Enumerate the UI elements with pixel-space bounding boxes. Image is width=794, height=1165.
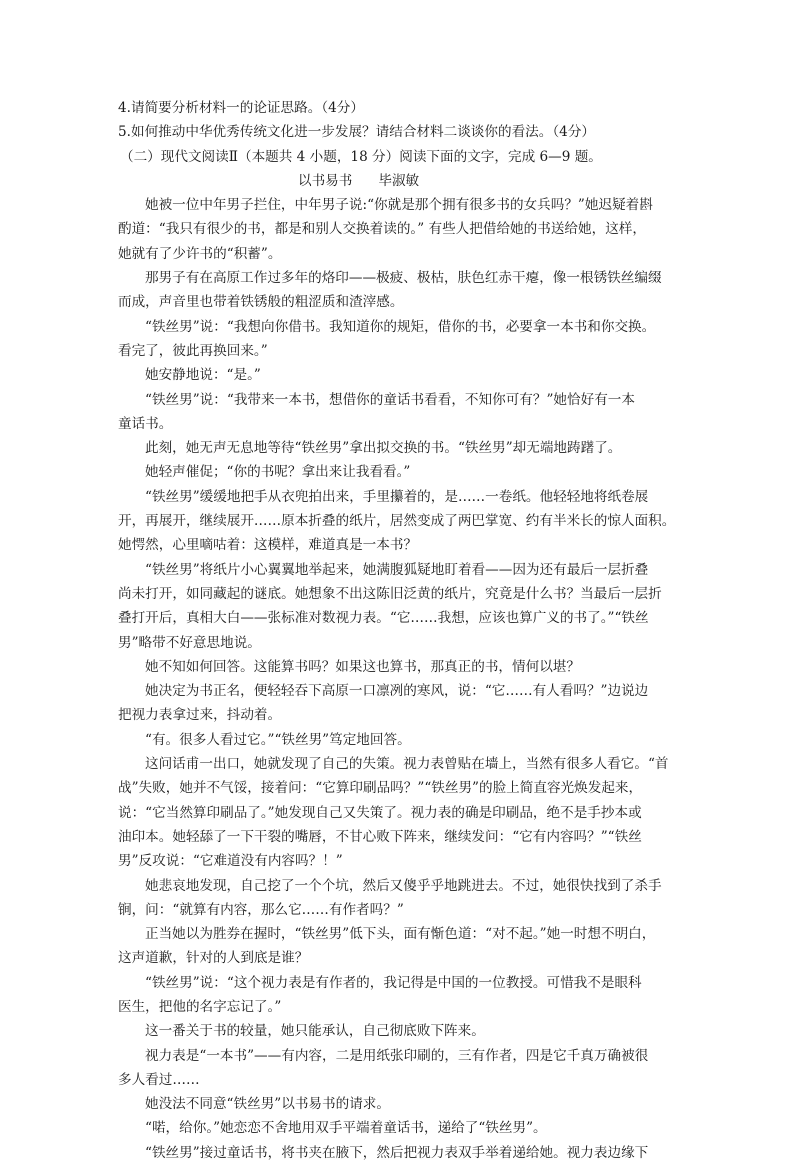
document-page — [118, 96, 688, 1165]
story-line: “铁丝男”接过童话书，将书夹在腋下，然后把视力表双手举着递给她。视力表边缘下 — [145, 1144, 649, 1161]
story-line: 说：“它当然算印刷品了。”她发现自己又失策了。视力表的确是印刷品，绝不是手抄本或 — [118, 804, 642, 821]
story-title: 以书易书 — [298, 172, 353, 189]
story-line: 视力表是“一本书”——有内容，二是用纸张印刷的，三有作者，四是它千真万确被很 — [145, 1047, 649, 1064]
story-line: 童话书。 — [118, 415, 173, 432]
story-line: 男”反攻说：“它难道没有内容吗？！” — [118, 853, 343, 870]
story-line: 而成，声音里也带着铁锈般的粗涩质和渣滓感。 — [118, 294, 404, 311]
story-line: 医生，把他的名字忘记了。” — [118, 998, 282, 1015]
story-line: 看完了，彼此再换回来。” — [118, 342, 268, 359]
story-line: 这一番关于书的较量，她只能承认，自己彻底败下阵来。 — [145, 1023, 485, 1040]
story-line: “铁丝男”缓缓地把手从衣兜拍出来，手里攥着的，是……一卷纸。他轻轻地将纸卷展 — [145, 488, 649, 505]
story-line: 把视力表拿过来，抖动着。 — [118, 707, 282, 724]
section-header: （二）现代文阅读Ⅱ（本题共 4 小题，18 分）阅读下面的文字，完成 6—9 题。 — [120, 148, 602, 165]
story-line: 她愕然，心里嘀咕着：这模样，难道真是一本书？ — [118, 537, 418, 554]
story-line: 她决定为书正名，便轻轻吞下高原一口凛冽的寒风，说：“它……有人看吗？”边说边 — [145, 683, 649, 700]
story-line: 她不知如何回答。这能算书吗？如果这也算书，那真正的书，情何以堪？ — [145, 658, 580, 675]
story-line: “有。很多人看过它。”“铁丝男”笃定地回答。 — [145, 731, 411, 748]
question-5: 5.如何推动中华优秀传统文化进一步发展？请结合材料二谈谈你的看法。（4分） — [118, 124, 596, 141]
story-line: 开，再展开，继续展开……原本折叠的纸片，居然变成了两巴掌宽、约有半米长的惊人面积。 — [118, 513, 676, 530]
story-line: 她悲哀地发现，自己挖了一个个坑，然后又傻乎乎地跳进去。不过，她很快找到了杀手 — [145, 877, 662, 894]
story-line: 男”略带不好意思地说。 — [118, 634, 261, 651]
story-line: 战”失败，她并不气馁，接着问：“它算印刷品吗？”“铁丝男”的脸上简直容光焕发起来， — [118, 780, 643, 797]
story-line: 叠打开后，真相大白——张标准对数视力表。“它……我想，应该也算广义的书了。”“铁丝 — [118, 610, 649, 627]
story-line: 锏，问：“就算有内容，那么它……有作者吗？” — [118, 901, 404, 918]
story-line: “铁丝男”将纸片小心翼翼地举起来，她满腹狐疑地盯着看——因为还有最后一层折叠 — [145, 561, 649, 578]
story-line: 尚未打开，如同藏起的谜底。她想象不出这陈旧泛黄的纸片，究竟是什么书？当最后一层折 — [118, 585, 662, 602]
story-author: 毕淑敏 — [378, 172, 420, 189]
question-4: 4.请简要分析材料一的论证思路。（4分） — [118, 100, 364, 116]
story-line: 她轻声催促；“你的书呢？拿出来让我看看。” — [145, 464, 411, 481]
story-line: 这问话甫一出口，她就发现了自己的失策。视力表曾贴在墙上，当然有很多人看它。“首 — [145, 756, 669, 773]
story-line: 酌道：“我只有很少的书，都是和别人交换着读的。” 有些人把借给她的书送给她，这样， — [118, 221, 646, 238]
story-line: “铁丝男”说：“我想向你借书。我知道你的规矩，借你的书，必要拿一本书和你交换。 — [145, 318, 656, 335]
story-line: “铁丝男”说：“我带来一本书，想借你的童话书看看，不知你可有？”她恰好有一本 — [145, 391, 635, 408]
story-line: 那男子有在高原工作过多年的烙印——极疲、极枯，肤色红赤干瘪，像一根锈铁丝编缀 — [145, 270, 662, 287]
story-line: 油印本。她轻舔了一下干裂的嘴唇，不甘心败下阵来，继续发问：“它有内容吗？”“铁丝 — [118, 828, 642, 845]
story-line: 这声道歉，针对的人到底是谁？ — [118, 950, 309, 967]
story-line: 她被一位中年男子拦住，中年男子说:“你就是那个拥有很多书的女兵吗？”她迟疑着斟 — [145, 197, 653, 214]
story-line: 她没法不同意“铁丝男”以书易书的请求。 — [145, 1096, 390, 1113]
story-line: 多人看过…… — [118, 1071, 200, 1088]
story-line: 正当她以为胜券在握时，“铁丝男”低下头，面有惭色道：“对不起。”她一时想不明白， — [145, 926, 656, 943]
story-line: 此刻，她无声无息地等待“铁丝男”拿出拟交换的书。“铁丝男”却无端地踌躇了。 — [145, 440, 622, 457]
story-line: 她安静地说：“是。” — [145, 367, 261, 384]
story-line: 她就有了少许书的“积蓄”。 — [118, 245, 282, 262]
story-heading — [118, 169, 688, 193]
story-line: “铁丝男”说：“这个视力表是有作者的，我记得是中国的一位教授。可惜我不是眼科 — [145, 974, 642, 991]
story-line: “喏，给你。”她恋恋不舍地用双手平端着童话书，递给了“铁丝男”。 — [145, 1120, 547, 1137]
